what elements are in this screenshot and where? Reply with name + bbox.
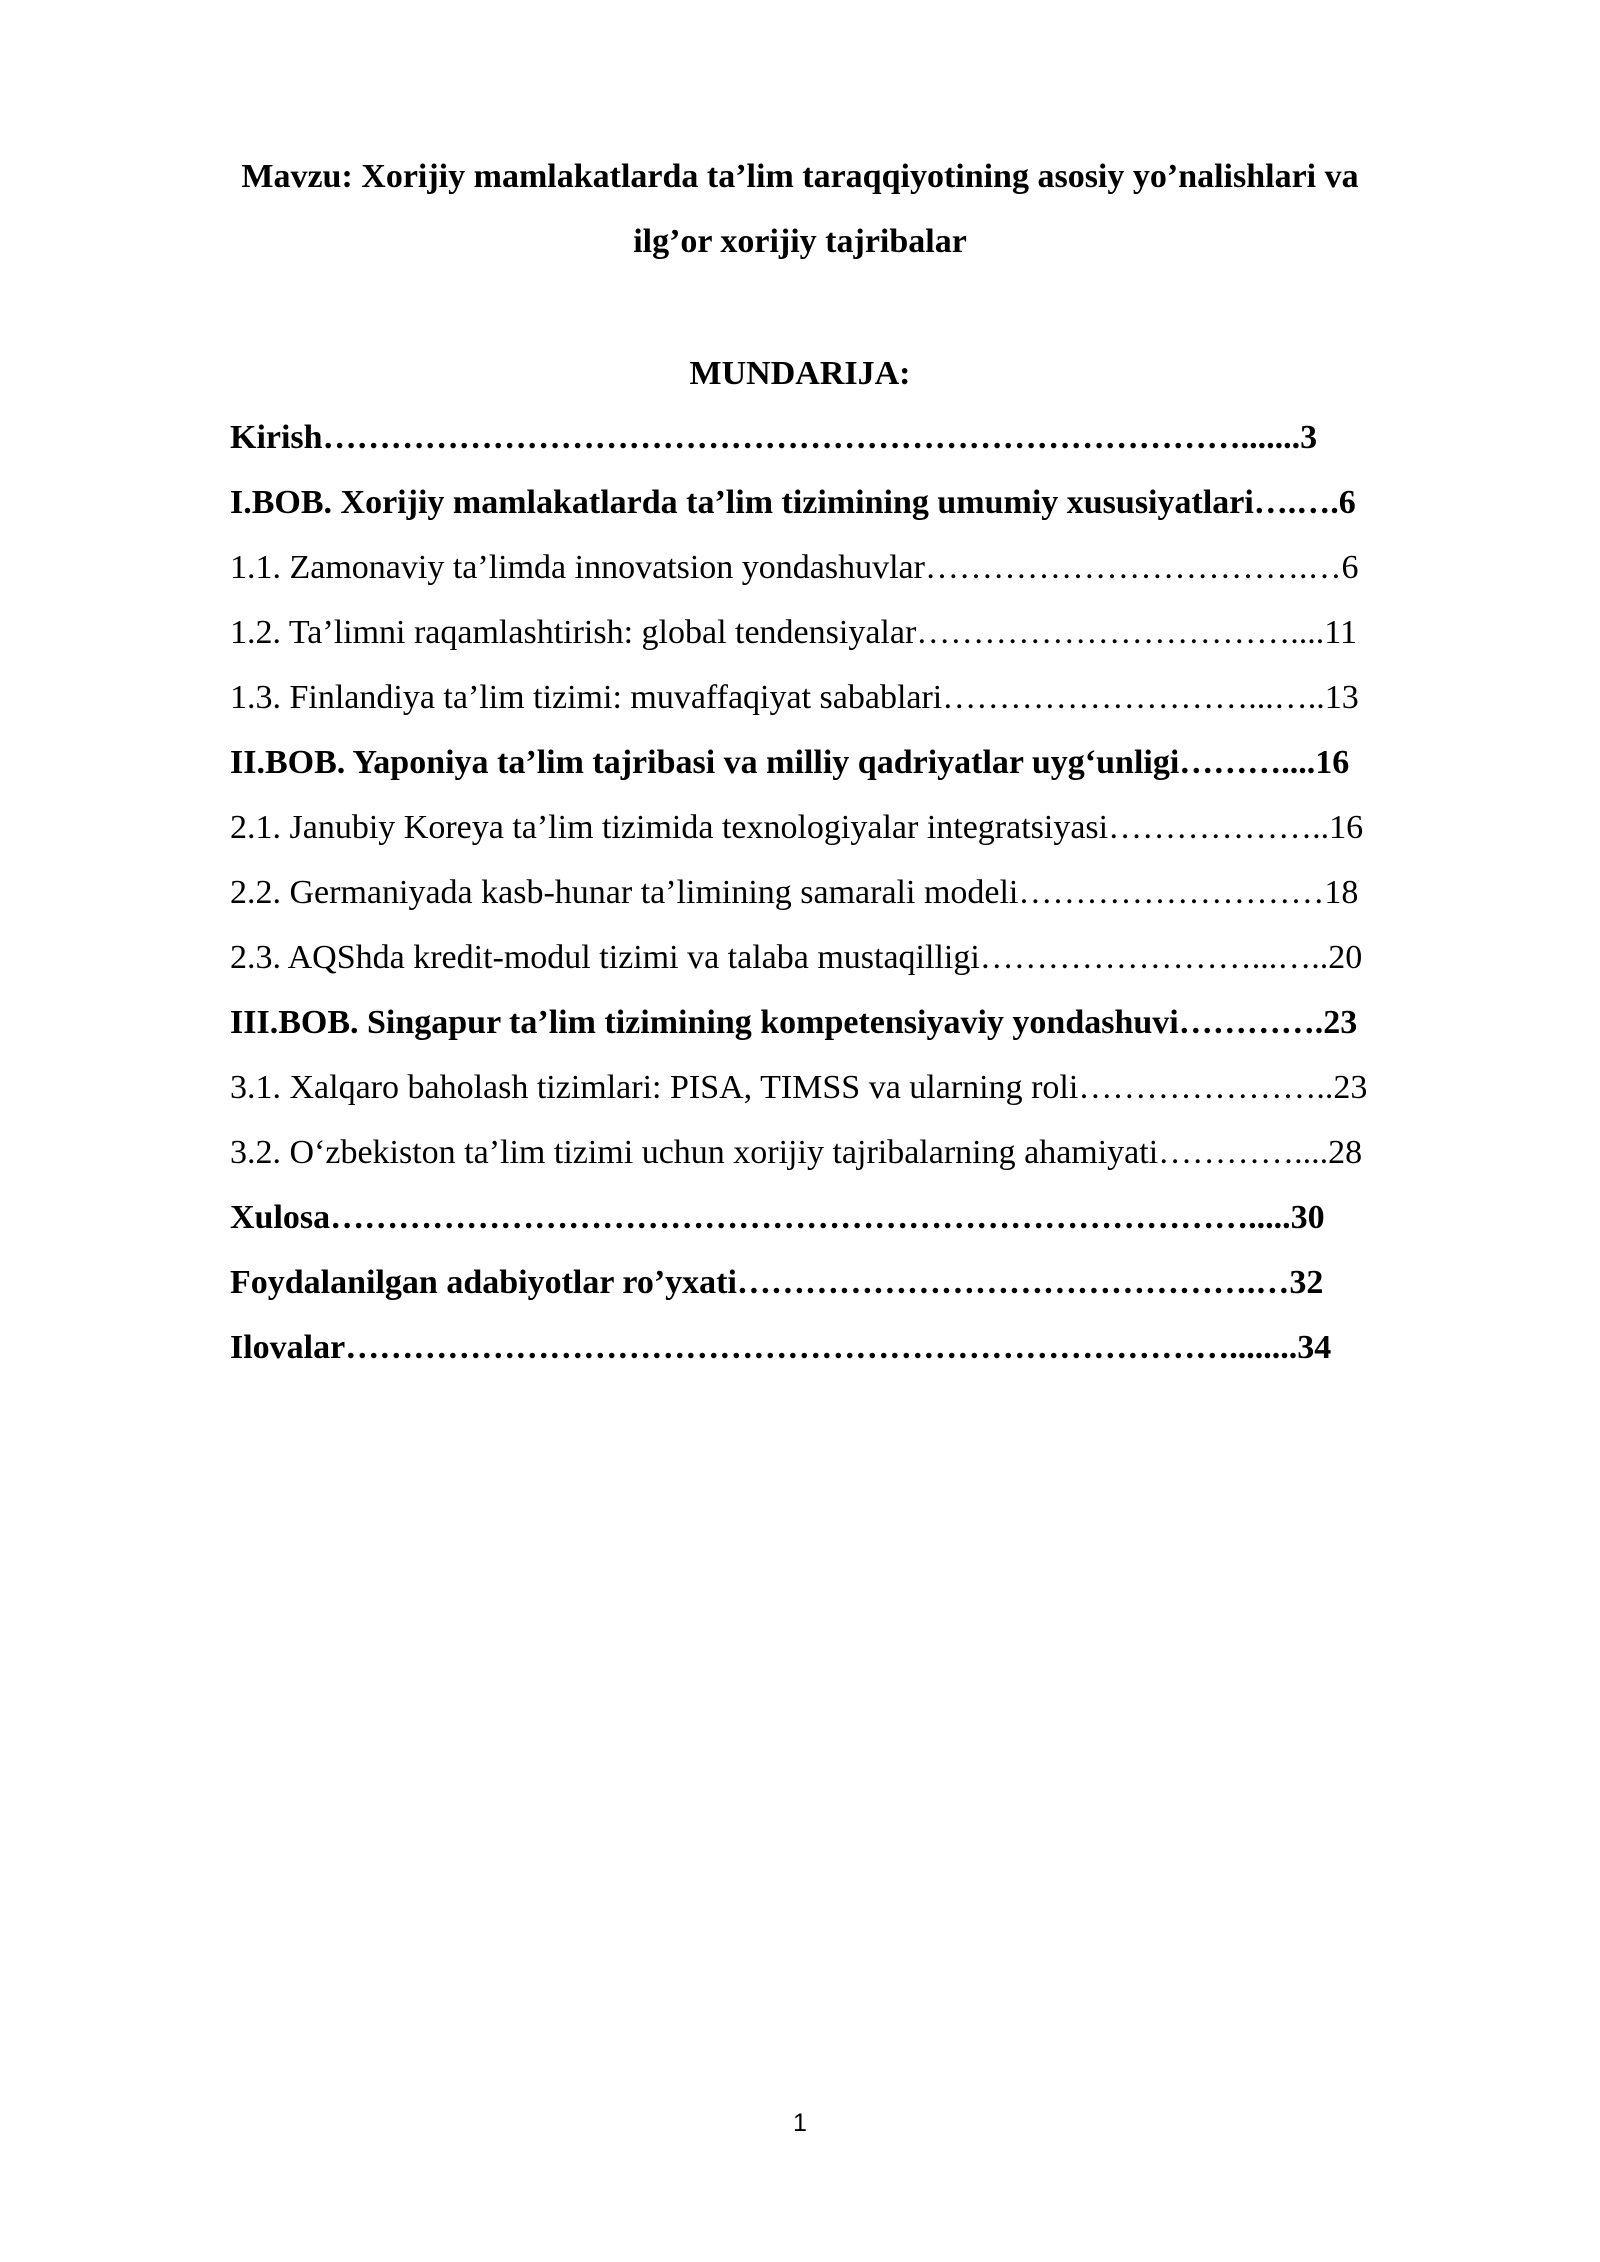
toc-chapter-entry: Xulosa……………………………………………………………………….....30 [230, 1199, 1325, 1236]
table-of-contents-heading: MUNDARIJA: [689, 355, 911, 392]
toc-chapter-entry: Kirish……………………………………………………………………….......3 [230, 419, 1318, 456]
toc-chapter-entry: I.BOB. Xorijiy mamlakatlarda ta’lim tizimining umumiy xususiyatlari….….6 [230, 484, 1356, 521]
toc-chapter-entry: Ilovalar……………………………………………………………………........34 [230, 1329, 1332, 1366]
toc-section-entry: 1.2. Ta’limni raqamlashtirish: global tendensiyalar……………………………....11 [230, 614, 1358, 651]
document-title-line-2: ilg’or xorijiy tajribalar [633, 223, 967, 260]
toc-section-entry: 3.2. O‘zbekiston ta’lim tizimi uchun xorijiy tajribalarning ahamiyati…………....28 [230, 1134, 1363, 1171]
toc-section-entry: 2.1. Janubiy Koreya ta’lim tizimida texnologiyalar integratsiyasi………………..16 [230, 809, 1364, 846]
toc-section-entry: 1.1. Zamonaviy ta’limda innovatsion yondashuvlar…………………………….…6 [230, 549, 1359, 586]
toc-section-entry: 2.2. Germaniyada kasb-hunar ta’limining samarali modeli………………………18 [230, 874, 1359, 911]
table-of-contents [230, 418, 1490, 1393]
toc-chapter-entry: II.BOB. Yaponiya ta’lim tajribasi va milliy qadriyatlar uyg‘unligi………....16 [230, 744, 1350, 781]
toc-section-entry: 2.3. AQShda kredit-modul tizimi va talaba mustaqilligi……………………...…..20 [230, 939, 1363, 976]
page-number: 1 [793, 2109, 807, 2137]
toc-section-entry: 3.1. Xalqaro baholash tizimlari: PISA, TIMSS va ularning roli…………………..23 [230, 1069, 1368, 1106]
toc-chapter-entry: III.BOB. Singapur ta’lim tizimining kompetensiyaviy yondashuvi………….23 [230, 1004, 1358, 1041]
toc-section-entry: 1.3. Finlandiya ta’lim tizimi: muvaffaqiyat sabablari………………………...…..13 [230, 679, 1359, 716]
toc-chapter-entry: Foydalanilgan adabiyotlar ro’yxati……………………………………….…32 [230, 1264, 1324, 1301]
document-title-line-1: Mavzu: Xorijiy mamlakatlarda ta’lim taraqqiyotining asosiy yo’nalishlari va [241, 158, 1359, 195]
